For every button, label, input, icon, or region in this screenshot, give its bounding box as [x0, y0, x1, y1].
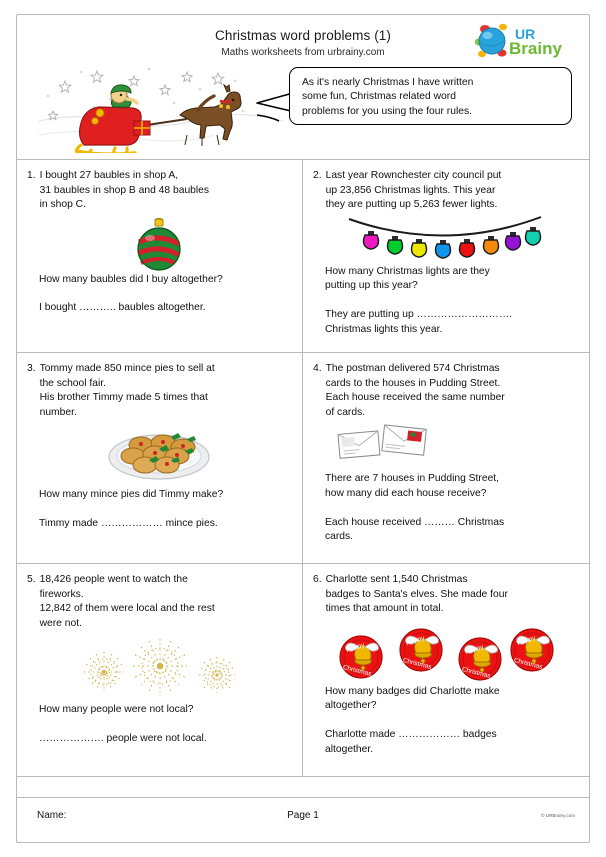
question-6-prompt	[313, 573, 577, 617]
q5-line-4: were not.	[39, 617, 82, 629]
question-3-number: 3.	[27, 363, 36, 374]
q1-line-1: I bought 27 baubles in shop A,	[39, 170, 179, 181]
question-4-ask-line-1: There are 7 houses in Pudding Street,	[325, 473, 500, 485]
question-4-ask-line-2: how many did each house receive?	[325, 487, 487, 499]
question-row-1	[17, 160, 589, 353]
q2-line-2: up 23,856 Christmas lights. This year	[325, 184, 496, 196]
page-title: Christmas word problems (1)	[215, 28, 391, 43]
question-6-ask-line-2: altogether?	[325, 700, 377, 712]
elf-figure	[111, 85, 137, 107]
question-2-answer-line-2: Christmas lights this year.	[325, 323, 443, 335]
question-1-number: 1.	[27, 170, 36, 181]
q6-line-1: Charlotte sent 1,540 Christmas	[325, 574, 468, 585]
question-cell-3	[17, 353, 303, 563]
badge-happy-text-4: Happy	[516, 634, 537, 647]
q5-line-3: 12,842 of them were local and the rest	[39, 603, 215, 615]
badge-christmas-text-4: Christmas	[513, 656, 544, 671]
question-6-number: 6.	[313, 574, 322, 585]
bauble-ornament-icon	[136, 218, 182, 272]
q3-line-3: His brother Timmy made 5 times that	[39, 392, 208, 404]
q2-line-3: they are putting up 5,263 fewer lights.	[325, 199, 498, 211]
badge-happy-text-1: Happy	[345, 641, 366, 654]
christmas-envelopes-icon	[337, 423, 433, 463]
question-cell-5	[17, 564, 303, 776]
question-3-text	[40, 362, 290, 420]
q3-line-2: the school fair.	[39, 377, 106, 389]
question-1-artwork	[27, 217, 290, 273]
speech-line-1: As it's nearly Christmas I have written	[302, 77, 474, 88]
question-2-artwork	[313, 215, 577, 261]
q4-line-2: cards to the houses in Pudding Street.	[325, 377, 501, 389]
badge-christmas-text-2: Christmas	[402, 656, 433, 671]
question-5-answer-line[interactable]: ………………. people were not local.	[39, 732, 207, 744]
speech-line-2: some fun, Christmas related word	[302, 91, 456, 103]
questions-grid	[17, 159, 589, 777]
worksheet-footer	[17, 797, 589, 842]
intro-illustration-row	[17, 61, 589, 159]
q4-line-4: of cards.	[325, 406, 366, 418]
question-cell-1	[17, 160, 303, 352]
q6-line-2: badges to Santa's elves. She made four	[325, 588, 508, 600]
question-5-artwork	[27, 637, 290, 701]
logo-brainy-text: Brainy	[509, 39, 562, 58]
badge-christmas-text-1: Christmas	[342, 663, 373, 678]
question-4-number: 4.	[313, 363, 322, 374]
question-row-2	[17, 353, 589, 564]
badge-christmas-text-3: Christmas	[461, 665, 492, 680]
question-4-prompt	[313, 362, 577, 420]
name-field-label[interactable]: Name:	[37, 810, 67, 821]
speech-line-3: problems for you using the four rules.	[302, 105, 472, 117]
question-1-answer-line[interactable]: I bought ……….. baubles altogether.	[39, 302, 206, 314]
question-6-artwork	[313, 625, 577, 683]
question-4-answer-line-1[interactable]: Each house received ……… Christmas	[325, 516, 505, 528]
page-subtitle: Maths worksheets from urbrainy.com	[221, 47, 385, 58]
question-2-ask-line-2: putting up this year?	[325, 280, 418, 292]
q1-line-2: 31 baubles in shop B and 48 baubles	[39, 184, 210, 196]
question-2-ask-line-1: How many Christmas lights are they	[325, 265, 490, 277]
christmas-lights-string-icon	[345, 215, 545, 261]
question-2-prompt	[313, 169, 577, 213]
copyright-label: © URBrainy.com	[541, 813, 575, 818]
question-3-answer-line[interactable]: Timmy made ……………… mince pies.	[39, 517, 218, 529]
question-3-ask: How many mince pies did Timmy make?	[39, 489, 224, 501]
happy-christmas-badges-icon	[336, 626, 554, 682]
question-1-prompt	[27, 169, 290, 213]
question-6-ask-line-1: How many badges did Charlotte make	[325, 685, 500, 697]
question-1-text	[40, 169, 290, 213]
question-1-ask: How many baubles did I buy altogether?	[39, 273, 223, 285]
q5-line-2: fireworks.	[39, 588, 84, 600]
q6-line-3: times that amount in total.	[325, 603, 444, 615]
intro-speech-bubble	[289, 67, 572, 125]
q4-line-3: Each house received the same number	[325, 392, 505, 404]
question-2-text	[326, 169, 577, 213]
question-6-text	[326, 573, 577, 617]
badge-happy-text-2: Happy	[405, 634, 426, 647]
question-5-number: 5.	[27, 574, 36, 585]
plate-of-mince-pies-icon	[101, 423, 217, 483]
question-2-answer-line-1[interactable]: They are putting up ……………………….	[325, 308, 513, 320]
q4-line-1: The postman delivered 574 Christmas	[325, 363, 500, 374]
question-3-prompt	[27, 362, 290, 420]
q5-line-1: 18,426 people went to watch the	[39, 574, 188, 585]
question-4-text	[326, 362, 577, 420]
worksheet-sheet	[16, 14, 590, 843]
question-cell-6	[303, 564, 589, 776]
sleigh-body	[76, 107, 150, 153]
question-4-answer-line-2: cards.	[325, 531, 354, 543]
santa-sleigh-illustration	[37, 63, 285, 153]
question-6-answer-line-2: altogether.	[325, 743, 374, 755]
question-5-text	[40, 573, 290, 631]
fireworks-icon	[64, 638, 254, 700]
q3-line-1: Tommy made 850 mince pies to sell at	[39, 363, 215, 374]
question-5-prompt	[27, 573, 290, 631]
q2-line-1: Last year Rownchester city council put	[325, 170, 502, 181]
question-cell-4	[303, 353, 589, 563]
question-row-3	[17, 564, 589, 777]
badge-happy-text-3: Happy	[464, 643, 485, 656]
q1-line-3: in shop C.	[39, 199, 86, 211]
question-5-ask: How many people were not local?	[39, 704, 194, 716]
question-3-artwork	[27, 422, 290, 484]
question-2-number: 2.	[313, 170, 322, 181]
urbrainy-logo	[475, 20, 579, 64]
logo-ur-text: UR	[515, 26, 536, 42]
question-6-answer-line-1[interactable]: Charlotte made ……………… badges	[325, 728, 497, 740]
question-4-artwork	[313, 422, 577, 464]
worksheet-header	[17, 15, 589, 61]
q3-line-4: number.	[39, 406, 77, 418]
question-cell-2	[303, 160, 589, 352]
page-number-label: Page 1	[287, 810, 319, 821]
